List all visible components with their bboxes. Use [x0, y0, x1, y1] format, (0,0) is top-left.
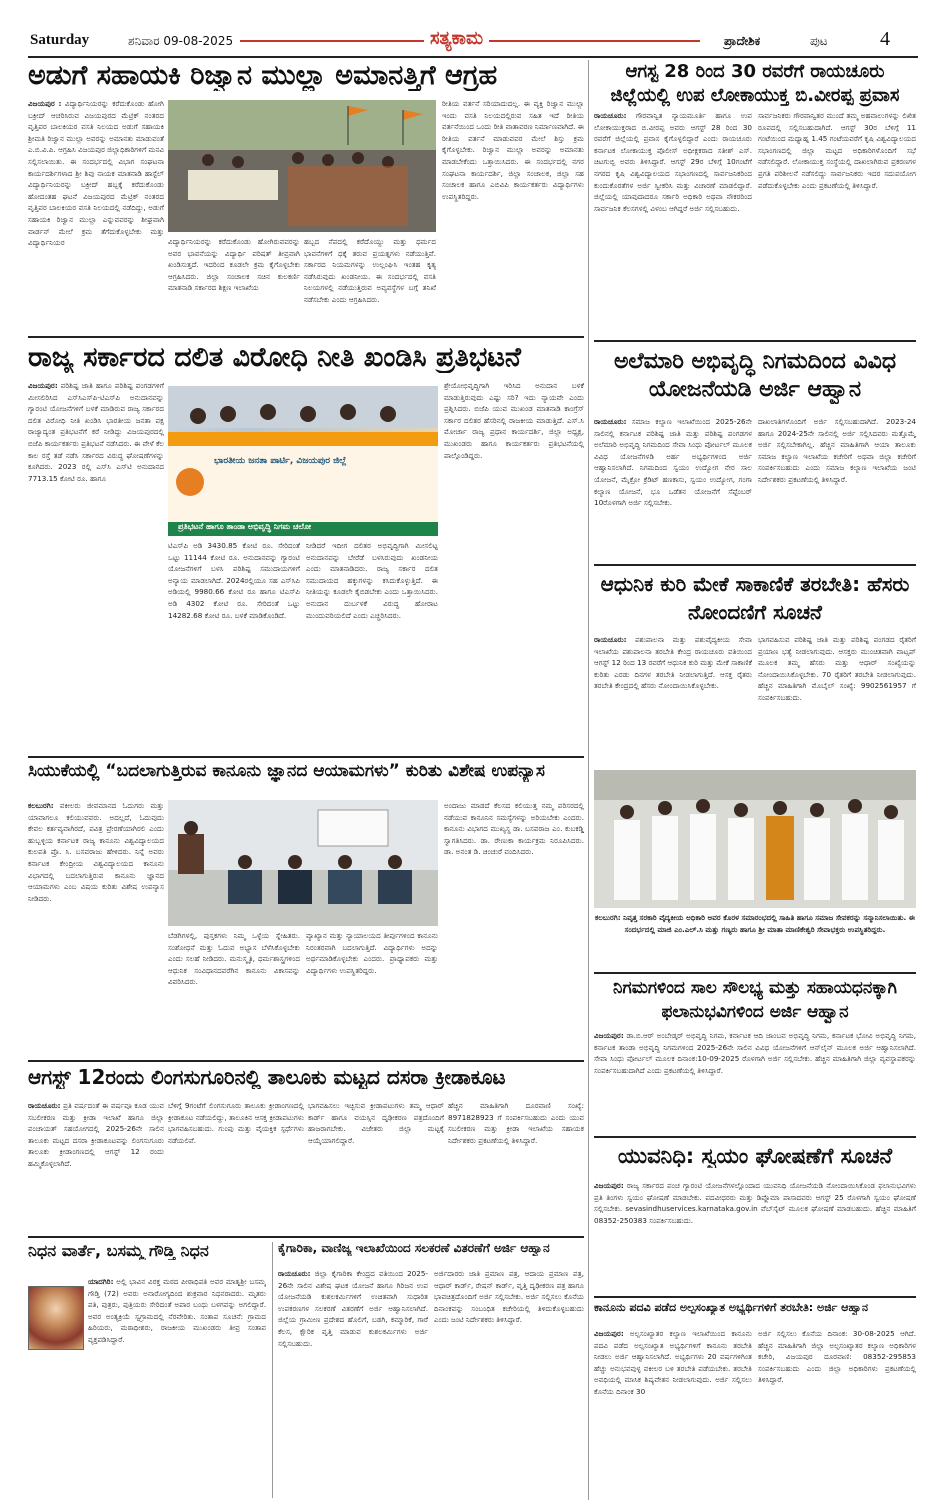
- protest-banner-photo: [168, 386, 438, 536]
- seminar-photo: [168, 800, 438, 926]
- article-headline: ಸಿಯುಕೆಯಲ್ಲಿ “ಬದಲಾಗುತ್ತಿರುವ ಕಾನೂನು ಜ್ಞಾನದ ಆಯಾಮಗಳು” ಕುರಿತು ವಿಶೇಷ ಉಪನ್ಯಾಸ: [28, 762, 545, 781]
- article-text: ಹೆಚ್ಚಿನ ಮಾಹಿತಿಗಾಗಿ ದೂರವಾಣಿ ಸಂಖ್ಯೆ: 8971828923 ಗೆ ಸಂಪರ್ಕಿಸಬಹುದು ಎಂದು ಯುವ ಸಬಲೀಕರಣ ಮತ್ತು ಕ್ರೀಡಾ ಇಲಾಖೆಯ ಸಹಾಯಕ ನಿರ್ದೇಶಕರು ಪ್ರಕಟಣೆಯಲ್ಲಿ ತಿಳಿಸಿದ್ದಾರೆ.: [448, 1101, 584, 1145]
- article-text: ಪ್ರತಿ ವರ್ಷದಂತೆ ಈ ವರ್ಷವೂ ಕೂಡ ಯುವ ಸಬಲೀಕರಣ ಮತ್ತು ಕ್ರೀಡಾ ಇಲಾಖೆ ಹಾಗೂ ಜಿಲ್ಲಾ ಪಂಚಾಯತ್ ಸಹಯೋಗದಲ್ಲಿ 2025-26ನೇ ಸಾಲಿನ ತಾಲೂಕು ಮಟ್ಟದ ದಸರಾ ಕ್ರೀಡಾಕೂಟವನ್ನು ಲಿಂಗಸುಗೂರು ತಾಲೂಕು ಕ್ರೀಡಾಂಗಣದಲ್ಲಿ ಆಗಸ್ಟ್ 12 ರಂದು ಹಮ್ಮಿಕೊಳ್ಳಲಾಗಿದೆ.: [28, 1101, 164, 1168]
- photo-caption: [594, 912, 916, 968]
- dateline: ಯಾದಗಿರಿ:: [88, 1277, 114, 1286]
- article-text: ಹಬ್ಬದ ನೆಪದಲ್ಲಿ ಕರೆದೊಯ್ದು ಮತ್ತು ಧರ್ಮದ ಭಾವನೆಗಳಿಗೆ ಧಕ್ಕೆ ತರುವ ಪ್ರಯತ್ನಗಳು ನಡೆಯುತ್ತಿವೆ. ಸರ್ಕಾರದ ನಿಯಮಗಳನ್ನು ಉಲ್ಲಂಘಿಸಿ ಇಂತಹ ಕೃತ್ಯ ನಡೆಸಿರುವುದು ಖಂಡನೀಯ. ಈ ಸಂದರ್ಭದಲ್ಲಿ ವಸತಿ ನಿಲಯಗಳಲ್ಲಿ ನಡೆಯುತ್ತಿರುವ ಅವ್ಯವಸ್ಥೆಗಳ ಬಗ್ಗೆ ತನಿಖೆ ನಡೆಸಬೇಕು ಎಂದು ಆಗ್ರಹಿಸಿದರು.: [304, 237, 436, 304]
- column-divider: [588, 60, 589, 1500]
- article-text: ದಾಖಲಾತಿಗಳೊಂದಿಗೆ ಅರ್ಜಿ ಸಲ್ಲಿಸಬಹುದಾಗಿದೆ. 2023-24 ಹಾಗೂ 2024-25ನೇ ಸಾಲಿನಲ್ಲಿ ಅರ್ಜಿ ಸಲ್ಲಿಸಿದವರು ಮತ್ತೊಮ್ಮೆ ಅರ್ಜಿ ಸಲ್ಲಿಸಬೇಕಾಗಿಲ್ಲ. ಹೆಚ್ಚಿನ ಮಾಹಿತಿಗಾಗಿ ಆಯಾ ತಾಲೂಕು ಸಮಾಜ ಕಲ್ಯಾಣ ಇಲಾಖೆಯ ಕಚೇರಿಗೆ ಅಥವಾ ಜಿಲ್ಲಾ ಕಚೇರಿಗೆ ಸಂಪರ್ಕಿಸಬಹುದು ಎಂದು ಸಮಾಜ ಕಲ್ಯಾಣ ಇಲಾಖೆಯ ಜಂಟಿ ನಿರ್ದೇಶಕರು ಪ್ರಕಟಣೆಯಲ್ಲಿ ತಿಳಿಸಿದ್ದಾರೆ.: [758, 417, 916, 484]
- dateline: ವಿಜಯಪುರ:: [594, 1181, 624, 1190]
- article-body: [594, 110, 752, 332]
- article-headline: ಕಾನೂನು ಪದವಿ ಪಡೆದ ಅಲ್ಪಸಂಖ್ಯಾತ ಅಭ್ಯರ್ಥಿಗಳಿಗೆ ತರಬೇತಿ: ಅರ್ಜಿ ಆಹ್ವಾನ: [594, 1302, 869, 1314]
- article-text: ಟಿಎಸ್‌ಪಿ ಅಡಿ 3430.85 ಕೋಟಿ ರೂ. ಸೇರಿದಂತೆ ಒಟ್ಟು 11144 ಕೋಟಿ ರೂ. ಅನುದಾನವನ್ನು ಗ್ಯಾರಂಟಿ ಯೋಜನೆಗಳಿಗೆ ಬಳಸಿ ಪರಿಶಿಷ್ಟ ಸಮುದಾಯಗಳಿಗೆ ಅನ್ಯಾಯ ಮಾಡಲಾಗಿದೆ. 2024ರಲ್ಲಿಯೂ ಸಹ ಎಸ್‌ಸಿಪಿ ಅಡಿಯಲ್ಲಿ 9980.66 ಕೋಟಿ ರೂ ಹಾಗೂ ಟಿಎಸ್‌ಪಿ ಅಡಿ 4302 ಕೋಟಿ ರೂ. ಸೇರಿದಂತೆ ಒಟ್ಟು 14282.68 ಕೋಟಿ ರೂ. ಬಳಕೆ ಮಾಡಿಕೊಂಡಿದೆ.: [168, 541, 300, 620]
- article-headline: ಅಲೆಮಾರಿ ಅಭಿವೃದ್ಧಿ ನಿಗಮದಿಂದ ವಿವಿಧ ಯೋಜನೆಯಡಿ ಅರ್ಜಿ ಆಹ್ವಾನ: [613, 349, 897, 402]
- divider: [594, 564, 916, 566]
- article-text: ಅಲ್ಪಸಂಖ್ಯಾತರ ಕಲ್ಯಾಣ ಇಲಾಖೆಯಿಂದ ಕಾನೂನು ಪದವಿ ಪಡೆದ ಅಲ್ಪಸಂಖ್ಯಾತ ಅಭ್ಯರ್ಥಿಗಳಿಗೆ ಕಾನೂನು ತರಬೇತಿ ನೀಡಲು ಅರ್ಜಿ ಆಹ್ವಾನಿಸಲಾಗಿದೆ. ಅಭ್ಯರ್ಥಿಗಳು 20 ವರ್ಷಗಳಿಗಿಂತ ಹೆಚ್ಚು ಅನುಭವವುಳ್ಳ ವಕೀಲರ ಬಳಿ ತರಬೇತಿ ಪಡೆಯಬೇಕು. ತರಬೇತಿ ಅವಧಿಯಲ್ಲಿ ಮಾಸಿಕ ಶಿಷ್ಯವೇತನ ನೀಡಲಾಗುವುದು. ಅರ್ಜಿ ಸಲ್ಲಿಸಲು ಕೊನೆಯ ದಿನಾಂಕ 30: [594, 1329, 752, 1396]
- dateline: ರಾಯಚೂರು:: [594, 417, 627, 426]
- article-headline: ರಾಜ್ಯ ಸರ್ಕಾರದ ದಲಿತ ವಿರೋಧಿ ನೀತಿ ಖಂಡಿಸಿ ಪ್ರತಿಭಟನೆ: [28, 342, 522, 373]
- article-text: ಸಮಾಜ ಕಲ್ಯಾಣ ಇಲಾಖೆಯಿಂದ 2025-26ನೇ ಸಾಲಿನಲ್ಲಿ ಕರ್ನಾಟಕ ಪರಿಶಿಷ್ಟ ಜಾತಿ ಮತ್ತು ಪರಿಶಿಷ್ಟ ಪಂಗಡಗಳ ಅಲೆಮಾರಿ ಅಭಿವೃದ್ಧಿ ನಿಗಮದಿಂದ ಸೇವಾ ಸಿಂಧು ಪೋರ್ಟಲ್ ಮೂಲಕ ವಿವಿಧ ಯೋಜನೆಗಳಡಿ ಅರ್ಹ ಅಭ್ಯರ್ಥಿಗಳಿಂದ ಅರ್ಜಿ ಆಹ್ವಾನಿಸಲಾಗಿದೆ. ನಿಗಮದಿಂದ ಸ್ವಯಂ ಉದ್ಯೋಗ ನೇರ ಸಾಲ ಯೋಜನೆ, ಮೈಕ್ರೋ ಕ್ರೆಡಿಟ್ ಹಣಕಾಸು, ಸ್ವಯಂ ಉದ್ಯೋಗ, ಗಂಗಾ ಕಲ್ಯಾಣ ಯೋಜನೆ, ಭೂ ಒಡೆತನ ಯೋಜನೆಗೆ ಸೆಪ್ಟೆಂಬರ್ 10ರೊಳಗಾಗಿ ಅರ್ಜಿ ಸಲ್ಲಿಸಬೇಕು.: [594, 417, 752, 508]
- banner-subtitle: ಪ್ರತಿಭಟನೆ ಹಾಗೂ ತಾಂಡಾ ಅಭಿವೃದ್ಧಿ ನಿಗಮ ಚಲೋ: [178, 522, 312, 531]
- obituary-photo: [28, 1286, 84, 1350]
- article-text: ಭಾಗವಹಿಸುವ ಪರಿಶಿಷ್ಟ ಜಾತಿ ಮತ್ತು ಪರಿಶಿಷ್ಟ ಪಂಗಡದ ರೈತರಿಗೆ ಪ್ರಯಾಣ ಭತ್ಯೆ ನೀಡಲಾಗುವುದು. ಆಸಕ್ತರು ಮುಂಚಿತವಾಗಿ ವಾಟ್ಸಪ್ ಮೂಲಕ ತಮ್ಮ ಹೆಸರು ಮತ್ತು ಆಧಾರ್ ಸಂಖ್ಯೆಯನ್ನು ನೋಂದಾಯಿಸಿಕೊಳ್ಳಬೇಕು. 70 ರೈತರಿಗೆ ತರಬೇತಿ ನೀಡಲಾಗುವುದು. ಹೆಚ್ಚಿನ ಮಾಹಿತಿಗಾಗಿ ಮೊಬೈಲ್ ಸಂಖ್ಯೆ: 9902561957 ಗೆ ಸಂಪರ್ಕಿಸಬಹುದು.: [758, 635, 916, 702]
- page-number: 4: [880, 28, 890, 50]
- article-headline: ಕೈಗಾರಿಕಾ, ವಾಣಿಜ್ಯ ಇಲಾಖೆಯಿಂದ ಸಲಕರಣೆ ವಿತರಣೆಗೆ ಅರ್ಜಿ ಆಹ್ವಾನ: [278, 1242, 550, 1255]
- dateline: ಕಲಬುರಗಿ:: [594, 913, 621, 922]
- article-body: [594, 416, 752, 556]
- article-text: ನೀಡಿದರೆ ಇದೀಗ ದಲಿತರ ಅಭಿವೃದ್ಧಿಗಾಗಿ ಮೀಸಲಿಟ್ಟ ಅನುದಾನವನ್ನು ಬೇರೆಡೆ ಬಳಸಿರುವುದು ಖಂಡನೀಯ ಎಂದು ಮಾತನಾಡಿದರು. ರಾಜ್ಯ ಸರ್ಕಾರ ದಲಿತ ಸಮುದಾಯದ ಹಕ್ಕುಗಳನ್ನು ಕಸಿದುಕೊಳ್ಳುತ್ತಿದೆ. ಈ ನೀತಿಯನ್ನು ಕೂಡಲೇ ಕೈಬಿಡಬೇಕು ಎಂದು ಒತ್ತಾಯಿಸಿದರು. ಅನುದಾನ ದುರ್ಬಳಕೆ ವಿರುದ್ಧ ಹೋರಾಟ ಮುಂದುವರಿಯಲಿದೆ ಎಂದು ಎಚ್ಚರಿಸಿದರು.: [306, 541, 438, 620]
- article-text: ಅರ್ಜಿ ಸಲ್ಲಿಸಲು ಕೊನೆಯ ದಿನಾಂಕ: 30-08-2025 ಆಗಿದೆ. ಹೆಚ್ಚಿನ ಮಾಹಿತಿಗಾಗಿ ಜಿಲ್ಲಾ ಅಲ್ಪಸಂಖ್ಯಾತರ ಕಲ್ಯಾಣ ಅಧಿಕಾರಿಗಳ ಕಚೇರಿ, ವಿಜಯಪುರ ದೂರವಾಣಿ: 08352-295853 ಸಂಪರ್ಕಿಸಬಹುದು ಎಂದು ಜಿಲ್ಲಾ ಅಧಿಕಾರಿಗಳು ಪ್ರಕಟಣೆಯಲ್ಲಿ ತಿಳಿಸಿದ್ದಾರೆ.: [758, 1329, 916, 1385]
- article-headline: ನಿಗಮಗಳಿಂದ ಸಾಲ ಸೌಲಭ್ಯ ಮತ್ತು ಸಹಾಯಧನಕ್ಕಾಗಿ ಫಲಾನುಭವಿಗಳಿಂದ ಅರ್ಜಿ ಆಹ್ವಾನ: [613, 978, 897, 1022]
- divider: [594, 1136, 916, 1138]
- article-body: [594, 634, 752, 754]
- masthead: [0, 0, 945, 56]
- article-body: [28, 380, 164, 730]
- article-text: ವಕೀಲರು ಜೀವಮಾನದ ಓದುಗರು ಮತ್ತು ಯಾವಾಗಲೂ ಕಲಿಯುವವರು. ಅದಲ್ಲದೆ, ಓದುವುದು ಕೇವಲ ಕರ್ತವ್ಯವಾಗಿರದೆ, ಪವಿತ್ರ ಪ್ರೇರಣೆಯಾಗಿರಲಿ ಎಂದು ಹುಬ್ಬಳ್ಳಿಯ ಕರ್ನಾಟಕ ರಾಜ್ಯ ಕಾನೂನು ವಿಶ್ವವಿದ್ಯಾಲಯದ ಕುಲಪತಿ ಪ್ರೊ. ಸಿ. ಬಸವರಾಜು ಹೇಳಿದರು. ನಿನ್ನೆ ಅವರು ಕರ್ನಾಟಕ ಕೇಂದ್ರೀಯ ವಿಶ್ವವಿದ್ಯಾಲಯದ ಕಾನೂನು ವಿಭಾಗದಲ್ಲಿ ಬದಲಾಗುತ್ತಿರುವ ಕಾನೂನು ಜ್ಞಾನದ ಆಯಾಮಗಳು ಎಂಬ ವಿಷಯ ಕುರಿತು ವಿಶೇಷ ಉಪನ್ಯಾಸ ನೀಡಿದರು.: [28, 801, 164, 903]
- column-divider: [272, 1242, 273, 1498]
- article-headline: ಆಗಸ್ಟ್ 12ರಂದು ಲಿಂಗಸುಗೂರಿನಲ್ಲಿ ತಾಲೂಕು ಮಟ್ಟದ ದಸರಾ ಕ್ರೀಡಾಕೂಟ: [28, 1066, 506, 1089]
- newspaper-logo: ಸತ್ಯಕಾಮ: [424, 28, 489, 49]
- article-body: [28, 98, 164, 330]
- article-text: ಅಂದಾಜು ಮಾಡದೆ ಕೆಲಸದ ಕಲಿಯುತ್ತ ನಮ್ಮ ಪರಿಸರದಲ್ಲಿ ನಡೆಯುವ ಕಾನೂನಿನ ಸಮಸ್ಯೆಗಳನ್ನು ಅರಿಯಬೇಕು ಎಂದರು. ಕಾನೂನು ವಿಭಾಗದ ಮುಖ್ಯಸ್ಥ ಡಾ. ಬಸವರಾಜ ಎಂ. ಕುಬಕಡ್ಡಿ ಸ್ವಾಗತಿಸಿದರು. ಡಾ. ರೇಣುಕಾ ಕಾರ್ಯಕ್ರಮ ನಿರೂಪಿಸಿದರು. ಡಾ. ಅನಂತ ಡಿ. ಚಿಂಚುರೆ ವಂದಿಸಿದರು.: [444, 801, 584, 857]
- article-body: [28, 1100, 164, 1230]
- divider: [28, 1236, 584, 1238]
- article-text: ಭಾಗವಹಿಸಲು ಇಚ್ಛಿಸುವ ಕ್ರೀಡಾಪಟುಗಳು ತಮ್ಮ ಆಧಾರ್ ಕಾರ್ಡ್ ಹಾಗೂ ವಯಸ್ಸಿನ ದೃಢೀಕರಣ ಪತ್ರದೊಂದಿಗೆ ಹಾಜರಾಗಬೇಕು. ವಿಜೇತರು ಜಿಲ್ಲಾ ಮಟ್ಟಕ್ಕೆ ಆಯ್ಕೆಯಾಗಲಿದ್ದಾರೆ.: [308, 1101, 444, 1145]
- article-text: ಅರ್ಜಿದಾರರು ಜಾತಿ ಪ್ರಮಾಣ ಪತ್ರ, ಆದಾಯ ಪ್ರಮಾಣ ಪತ್ರ, ಆಧಾರ್ ಕಾರ್ಡ್, ರೇಷನ್ ಕಾರ್ಡ್, ವೃತ್ತಿ ದೃಢೀಕರಣ ಪತ್ರ ಹಾಗೂ ಭಾವಚಿತ್ರದೊಂದಿಗೆ ಅರ್ಜಿ ಸಲ್ಲಿಸಬೇಕು. ಅರ್ಜಿ ಸಲ್ಲಿಸಲು ಕೊನೆಯ ದಿನಾಂಕವನ್ನು ಸಂಬಂಧಿತ ಕಚೇರಿಯಲ್ಲಿ ತಿಳಿದುಕೊಳ್ಳಬಹುದು ಎಂದು ಜಂಟಿ ನಿರ್ದೇಶಕರು ತಿಳಿಸಿದ್ದಾರೆ.: [434, 1269, 584, 1325]
- article-body: [88, 1276, 266, 1496]
- dateline: ವಿಜಯಪುರ:: [28, 381, 58, 390]
- section-name: ಪ್ರಾದೇಶಿಕ: [724, 34, 761, 48]
- masthead-date: ಶನಿವಾರ 09-08-2025: [128, 34, 234, 48]
- felicitation-illustration: [594, 770, 916, 908]
- article-text: ಗೌರವಾನ್ವಿತ ನ್ಯಾಯಮೂರ್ತಿ ಹಾಗೂ ಉಪ ಲೋಕಾಯುಕ್ತರಾದ ಬಿ.ವೀರಪ್ಪ ಅವರು ಆಗಸ್ಟ್ 28 ರಿಂದ 30 ರವರೆಗೆ ಜಿಲ್ಲೆಯಲ್ಲಿ ಪ್ರವಾಸ ಕೈಗೊಳ್ಳಲಿದ್ದಾರೆ ಎಂದು ರಾಯಚೂರು ಕರ್ನಾಟಕ ಲೋಕಾಯುಕ್ತ ಪೊಲೀಸ್ ಅಧೀಕ್ಷಕರಾದ ಸತೀಶ್ ಎಸ್. ಚಿಟಗುಬ್ಬಿ ಅವರು ತಿಳಿಸಿದ್ದಾರೆ. ಆಗಸ್ಟ್ 29ರ ಬೆಳಿಗ್ಗೆ 10ಗಂಟೆಗೆ ನಗರದ ಕೃಷಿ ವಿಶ್ವವಿದ್ಯಾಲಯದ ಸಭಾಂಗಣದಲ್ಲಿ ಸಾರ್ವಜನಿಕರಿಂದ ಕುಂದುಕೊರತೆಗಳ ಅರ್ಜಿ ಸ್ವೀಕರಿಸಿ ಮತ್ತು ವಿಚಾರಣೆ ಮಾಡಲಿದ್ದಾರೆ. ಜಿಲ್ಲೆಯಲ್ಲಿ ಯಾವುದಾದರೂ ಸರ್ಕಾರಿ ಅಧಿಕಾರಿ ಅಥವಾ ನೌಕರರಿಂದ ಸಾರ್ವಜನಿಕ ಕೆಲಸಗಳಲ್ಲಿ ವಿಳಂಬ ಆಗಿದ್ದರೆ ಅರ್ಜಿ ಸಲ್ಲಿಸಬಹುದು.: [594, 111, 752, 213]
- crowd-illustration: [168, 100, 436, 232]
- page-label: ಪುಟ: [810, 34, 828, 48]
- article-headline: ಯುವನಿಧಿ: ಸ್ವಯಂ ಘೋಷಣೆಗೆ ಸೂಚನೆ: [617, 1144, 893, 1168]
- seminar-illustration: [168, 800, 438, 926]
- article-text: ಪರಿಶಿಷ್ಟ ಜಾತಿ ಹಾಗೂ ಪರಿಶಿಷ್ಟ ಪಂಗಡಗಳಿಗೆ ಮೀಸಲಿರಿಸಿದ ಎಸ್‌ಸಿಎಸ್‌ಪಿ-ಟಿಎಸ್‌ಪಿ ಅನುದಾನವನ್ನು ಗ್ಯಾರಂಟಿ ಯೋಜನೆಗಳಿಗೆ ಬಳಕೆ ಮಾಡಿರುವ ರಾಜ್ಯ ಸರ್ಕಾರದ ದಲಿತ ವಿರೋಧಿ ನೀತಿ ಖಂಡಿಸಿ ಭಾರತೀಯ ಜನತಾ ಪಕ್ಷ ರಾಜ್ಯಾದ್ಯಂತ ಪ್ರತಿಭಟನೆಗೆ ಕರೆ ನೀಡಿದ್ದು ವಿಜಯಪುರದಲ್ಲಿ ಬಿಜೆಪಿ ಕಾರ್ಯಕರ್ತರು ಪ್ರತಿಭಟನೆ ನಡೆಸಿದರು. ಈ ವೇಳೆ ಕೆಲ ಕಾಲ ರಸ್ತೆ ತಡೆ ನಡೆಸಿ ಸರ್ಕಾರದ ವಿರುದ್ಧ ಘೋಷಣೆಗಳನ್ನು ಕೂಗಿದರು. 2023 ರಲ್ಲಿ ಎಸ್‌ಸಿ ಎಸ್‌ಟಿ ಅನುದಾನದ 7713.15 ಕೋಟಿ ರೂ. ಹಾಗೂ: [28, 381, 164, 483]
- divider: [594, 340, 916, 342]
- banner-title: ಭಾರತೀಯ ಜನತಾ ಪಾರ್ಟಿ, ವಿಜಯಪುರ ಜಿಲ್ಲೆ: [214, 456, 347, 466]
- caption-text: ನಿವೃತ್ತ ಸರಕಾರಿ ವೈದ್ಯಕೀಯ ಅಧಿಕಾರಿ ಅವರ ಕೊರಳ ಸಮಾರಂಭದಲ್ಲಿ ಸಾಹಿತಿ ಹಾಗೂ ಸಮಾಜ ಸೇವಕರನ್ನು ಸನ್ಮಾನಿಸಲಾಯಿತು. ಈ ಸಂದರ್ಭದಲ್ಲಿ ಮಾಜಿ ಎಂ.ಎಲ್.ಸಿ ಮತ್ತು ಗಣ್ಯರು ಹಾಗೂ ಶ್ರೀ ಮಾತಾ ಮಾಣಿಕೇಶ್ವರಿ ಸೇವಾಭಕ್ತರು ಉಪಸ್ಥಿತರಿದ್ದರು.: [623, 913, 916, 934]
- article-text: ವಿದ್ಯಾರ್ಥಿನಿಯರನ್ನು ಕರೆದುಕೊಂಡು ಹೋಗಿ ಬಕ್ರೀದ್ ಆಚರಿಸಿರುವ ವಿಜಯಪುರದ ಮೆಟ್ರಿಕ್ ನಂತರದ ವೃತ್ತಿಪರ ಬಾಲಕಿಯರ ವಸತಿ ನಿಲಯದ ಅಡುಗೆ ಸಹಾಯಕಿ ಶ್ರೀಮತಿ ರಿಜ್ವಾನ ಮುಲ್ಲಾ ಅವರನ್ನು ಅಮಾನತು ಮಾಡುವಂತೆ ಎ.ಬಿ.ವಿ.ಪಿ. ಆಗ್ರಹಿಸಿ ವಿಜಯಪುರ ಜಿಲ್ಲಾಧಿಕಾರಿಗಳಿಗೆ ಮನವಿ ಸಲ್ಲಿಸಲಾಯಿತು. ಈ ಸಂದರ್ಭದಲ್ಲಿ ವಿಭಾಗ ಸಂಘಟನಾ ಕಾರ್ಯದರ್ಶಿಗಳಾದ ಶ್ರೀ ಶಿವು ನಾಯಕ ಮಾತನಾಡಿ ಹಾಸ್ಟೆಲ್ ವಿದ್ಯಾರ್ಥಿನಿಯರನ್ನು ಬಕ್ರೀದ್ ಹಬ್ಬಕ್ಕೆ ಕರೆದುಕೊಂಡು ಹೋದಂತಹ ಘಟನೆ ವಿಜಯಪುರದ ಮೆಟ್ರಿಕ್ ನಂತರದ ವೃತ್ತಿಪರ ಬಾಲಕಿಯರ ವಸತಿ ನಿಲಯದಲ್ಲಿ ನಡೆದಿದ್ದು, ಅಡುಗೆ ಸಹಾಯಕಿ ರಿಜ್ವಾನ ಮುಲ್ಲಾ ಎನ್ನುವವರನ್ನು ಶೀಘ್ರವಾಗಿ ವಾರ್ಡನ್ ಮೇಲೆ ಕ್ರಮ ತೆಗೆದುಕೊಳ್ಳಬೇಕು ಮತ್ತು ವಿದ್ಯಾರ್ಥಿನಿಯರ: [28, 99, 164, 248]
- article-body: [594, 1180, 916, 1290]
- top-rule: [28, 56, 918, 58]
- dateline: ವಿಜಯಪುರ :: [28, 99, 62, 108]
- felicitation-photo: [594, 770, 916, 908]
- masthead-day: Saturday: [30, 32, 90, 48]
- article-body: [594, 1328, 752, 1498]
- article-text: ಅಲ್ಲಿ ಭಾವಿನ ವಿರಕ್ತ ಮಠದ ಪೀಠಾಧಿಪತಿ ಅವರ ಮಾತೃಶ್ರೀ ಬಸಮ್ಮ ಗೌಡ್ತಿ (72) ಅವರು ಅನಾರೋಗ್ಯದಿಂದ ಶುಕ್ರವಾರ ನಿಧನರಾದರು. ಮೃತರು ಪತಿ, ಪುತ್ರರು, ಪುತ್ರಿಯರು ಸೇರಿದಂತೆ ಅಪಾರ ಬಂಧು ಬಳಗವನ್ನು ಅಗಲಿದ್ದಾರೆ. ಅವರ ಅಂತ್ಯಕ್ರಿಯೆ ಸ್ವಗ್ರಾಮದಲ್ಲಿ ನೆರವೇರಿತು. ಸಂತಾಪ ಸೂಚನೆ: ಗ್ರಾಮದ ಹಿರಿಯರು, ಮಠಾಧೀಶರು, ರಾಜಕೀಯ ಮುಖಂಡರು ತೀವ್ರ ಸಂತಾಪ ವ್ಯಕ್ತಪಡಿಸಿದ್ದಾರೆ.: [88, 1277, 266, 1344]
- dateline: ವಿಜಯಪುರ:: [594, 1031, 624, 1040]
- article-text: ಬೆಳಿಗ್ಗೆ 9ಗಂಟೆಗೆ ಲಿಂಗಸುಗೂರು ತಾಲೂಕು ಕ್ರೀಡಾಂಗಣದಲ್ಲಿ ಕ್ರೀಡಾಕೂಟ ನಡೆಯಲಿದ್ದು, ತಾಲೂಕಿನ ಆಸಕ್ತ ಕ್ರೀಡಾಪಟುಗಳು ಭಾಗವಹಿಸಬಹುದು. ಗುಂಪು ಮತ್ತು ವೈಯಕ್ತಿಕ ಸ್ಪರ್ಧೆಗಳು ನಡೆಯಲಿವೆ.: [168, 1101, 304, 1145]
- article-body: [28, 800, 164, 1054]
- dateline: ಕಲಬುರಗಿ:: [28, 801, 54, 810]
- article-text: ಡಾ.ಬಿ.ಆರ್ ಅಂಬೇಡ್ಕರ್ ಅಭಿವೃದ್ಧಿ ನಿಗಮ, ಕರ್ನಾಟಕ ಆದಿ ಜಾಂಬವ ಅಭಿವೃದ್ಧಿ ನಿಗಮ, ಕರ್ನಾಟಕ ಭೋವಿ ಅಭಿವೃದ್ಧಿ ನಿಗಮ, ಕರ್ನಾಟಕ ತಾಂಡಾ ಅಭಿವೃದ್ಧಿ ನಿಗಮಗಳಿಂದ 2025-26ನೇ ಸಾಲಿನ ವಿವಿಧ ಯೋಜನೆಗಳಿಗೆ ಆನ್‌ಲೈನ್ ಮೂಲಕ ಅರ್ಜಿ ಆಹ್ವಾನಿಸಲಾಗಿದೆ. ಸೇವಾ ಸಿಂಧು ಪೋರ್ಟಲ್ ಮೂಲಕ ದಿನಾಂಕ:10-09-2025 ರೊಳಗಾಗಿ ಅರ್ಜಿ ಸಲ್ಲಿಸಬೇಕು. ಹೆಚ್ಚಿನ ಮಾಹಿತಿಗಾಗಿ ಜಿಲ್ಲಾ ವ್ಯವಸ್ಥಾಪಕರನ್ನು ಸಂಪರ್ಕಿಸಬಹುದಾಗಿದೆ ಎಂದು ಪ್ರಕಟಣೆಯಲ್ಲಿ ತಿಳಿಸಿದ್ದಾರೆ.: [594, 1031, 916, 1075]
- article-text: ರೀತಿಯ ವರ್ತನೆ ಸರಿಯಾದುದಲ್ಲ. ಈ ವ್ಯಕ್ತಿ ರಿಜ್ವಾನ ಮುಲ್ಲಾ ಇಂದು ವಸತಿ ನಿಲಯದಲ್ಲಿರುವ ಸಹಿತ ಇದೆ ರೀತಿಯ ವರ್ತನೆಯಿಂದ ಒಂದು ರೀತಿ ವಾತಾವರಣ ನಿರ್ಮಾಣವಾಗಿದೆ. ಈ ರೀತಿಯ ವರ್ತನೆ ಮಾಡುವವರ ಮೇಲೆ ಶಿಸ್ತು ಕ್ರಮ ಕೈಗೊಳ್ಳಬೇಕು. ರಿಜ್ವಾನ ಮುಲ್ಲಾ ಅವರನ್ನು ಅಮಾನತು ಮಾಡಬೇಕೆಂದು ಒತ್ತಾಯಿಸಿದರು. ಈ ಸಂದರ್ಭದಲ್ಲಿ ನಗರ ಸಂಘಟನಾ ಕಾರ್ಯದರ್ಶಿ, ಜಿಲ್ಲಾ ಸಂಚಾಲಕ, ಜಿಲ್ಲಾ ಸಹ ಸಂಚಾಲಕ ಹಾಗೂ ಎಬಿವಿಪಿ ಕಾರ್ಯಕರ್ತರು ವಿದ್ಯಾರ್ಥಿಗಳು ಉಪಸ್ಥಿತರಿದ್ದರು.: [442, 99, 584, 201]
- divider: [594, 972, 916, 974]
- dateline: ರಾಯಚೂರು:: [594, 111, 627, 120]
- article-headline: ಆಧುನಿಕ ಕುರಿ ಮೇಕೆ ಸಾಕಾಣಿಕೆ ತರಬೇತಿ: ಹೆಸರು ನೋಂದಣಿಗೆ ಸೂಚನೆ: [600, 572, 910, 624]
- article-body: [278, 1268, 428, 1496]
- photo-caption: ವಿದ್ಯಾರ್ಥಿನಿಯರನ್ನು ಕರೆದುಕೊಂಡು ಹೋಗಿರುವವರನ್ನು ಅವರ ಭಾವನೆಯನ್ನು ವಿದ್ಯಾರ್ಥಿ ಪರಿಷತ್ ತೀವ್ರವಾಗಿ ಖಂಡಿಸುತ್ತದೆ. ಇದರಿಂದ ಕೂಡಲೇ ಕ್ರಮ ಕೈಗೊಳ್ಳಬೇಕು ಆಗ್ರಹಿಸಿದರು. ಜಿಲ್ಲಾ ಸಂಚಾಲಕ ಸಚಿನ ಕುಲಕರ್ಣಿ ಮಾತನಾಡಿ ಸರ್ಕಾರದ ಶಿಕ್ಷಣ ಇಲಾಖೆಯ: [168, 237, 300, 293]
- protest-photo: [168, 100, 436, 232]
- divider: [28, 336, 584, 338]
- dateline: ವಿಜಯಪುರ:: [594, 1329, 624, 1338]
- article-headline: ಅಡುಗೆ ಸಹಾಯಕಿ ರಿಜ್ವಾನ ಮುಲ್ಲಾ ಅಮಾನತ್ತಿಗೆ ಆಗ್ರಹ: [28, 60, 498, 91]
- article-text: ಜಿಲ್ಲಾ ಕೈಗಾರಿಕಾ ಕೇಂದ್ರದ ವತಿಯಿಂದ 2025-26ನೇ ಸಾಲಿನ ವಿಶೇಷ ಘಟಕ ಯೋಜನೆ ಹಾಗೂ ಗಿರಿಜನ ಉಪ ಯೋಜನೆಯಡಿ ಕುಶಲಕರ್ಮಿಗಳಿಗೆ ಉಚಿತವಾಗಿ ಸುಧಾರಿತ ಉಪಕರಣಗಳ ಸಲಕರಣೆ ವಿತರಣೆಗೆ ಅರ್ಜಿ ಆಹ್ವಾನಿಸಲಾಗಿದೆ. ಜಿಲ್ಲೆಯ ಗ್ರಾಮೀಣ ಪ್ರದೇಶದ ಹೊಲಿಗೆ, ಬಡಗಿ, ಕಮ್ಮಾರಿಕೆ, ಗಾರೆ ಕೆಲಸ, ಕ್ಷೌರಿಕ ವೃತ್ತಿ ಮಾಡುವ ಕುಶಲಕರ್ಮಿಗಳು ಅರ್ಜಿ ಸಲ್ಲಿಸಬಹುದು.: [278, 1269, 428, 1348]
- article-text: ಸಾರ್ವಜನಿಕರು ಗೌರವಾನ್ವಿತರ ಮುಂದೆ ತಮ್ಮ ಅಹವಾಲುಗಳನ್ನು ಲಿಖಿತ ರೂಪದಲ್ಲಿ ಸಲ್ಲಿಸಬಹುದಾಗಿದೆ. ಆಗಸ್ಟ್ 30ರ ಬೆಳಿಗ್ಗೆ 11 ಗಂಟೆಯಿಂದ ಮಧ್ಯಾಹ್ನ 1.45 ಗಂಟೆಯವರೆಗೆ ಕೃಷಿ ವಿಶ್ವವಿದ್ಯಾಲಯದ ಸಭಾಂಗಣದಲ್ಲಿ ಜಿಲ್ಲಾ ಮಟ್ಟದ ಅಧಿಕಾರಿಗಳೊಂದಿಗೆ ಸಭೆ ನಡೆಸಲಿದ್ದಾರೆ. ಲೋಕಾಯುಕ್ತ ಸಂಸ್ಥೆಯಲ್ಲಿ ದಾಖಲಾಗಿರುವ ಪ್ರಕರಣಗಳ ಪ್ರಗತಿ ಪರಿಶೀಲನೆ ನಡೆಸಲಿದ್ದು ಸಾರ್ವಜನಿಕರು ಇದರ ಸದುಪಯೋಗ ಪಡೆದುಕೊಳ್ಳಬೇಕು ಎಂದು ಪ್ರಕಟಣೆಯಲ್ಲಿ ತಿಳಿಸಿದ್ದಾರೆ.: [758, 111, 916, 190]
- dateline: ರಾಯಚೂರು:: [278, 1269, 311, 1278]
- dateline: ರಾಯಚೂರು:: [28, 1101, 61, 1110]
- article-headline: ನಿಧನ ವಾರ್ತೆ, ಬಸಮ್ಮ ಗೌಡ್ತಿ ನಿಧನ: [28, 1242, 209, 1260]
- article-text: ರಾಜ್ಯ ಸರ್ಕಾರದ ಪಂಚ ಗ್ಯಾರಂಟಿ ಯೋಜನೆಗಳಲ್ಲೊಂದಾದ ಯುವನಿಧಿ ಯೋಜನೆಯಡಿ ನೋಂದಾಯಿಸಿಕೊಂಡ ಫಲಾನುಭವಿಗಳು ಪ್ರತಿ ತಿಂಗಳು ಸ್ವಯಂ ಘೋಷಣೆ ಮಾಡಬೇಕು. ಪದವೀಧರರು ಮತ್ತು ಡಿಪ್ಲೊಮಾ ಪಾಸಾದವರು ಆಗಸ್ಟ್ 25 ರೊಳಗಾಗಿ ಸ್ವಯಂ ಘೋಷಣೆ ಸಲ್ಲಿಸಬೇಕು. sevasindhuservices.karnataka.gov.in ವೆಬ್‌ಸೈಟ್ ಮೂಲಕ ಘೋಷಣೆ ಮಾಡಬಹುದು. ಹೆಚ್ಚಿನ ಮಾಹಿತಿಗೆ 08352-250383 ಸಂಪರ್ಕಿಸಬಹುದು.: [594, 1181, 916, 1225]
- divider: [594, 1296, 916, 1298]
- dateline: ರಾಯಚೂರು:: [594, 635, 627, 644]
- divider: [28, 1060, 584, 1062]
- article-text: ಪಶುಪಾಲನಾ ಮತ್ತು ಪಶುವೈದ್ಯಕೀಯ ಸೇವಾ ಇಲಾಖೆಯ ಪಶುಪಾಲನಾ ತರಬೇತಿ ಕೇಂದ್ರ ರಾಯಚೂರು ವತಿಯಿಂದ ಆಗಸ್ಟ್ 12 ರಿಂದ 13 ರವರೆಗೆ ಆಧುನಿಕ ಕುರಿ ಮತ್ತು ಮೇಕೆ ಸಾಕಾಣಿಕೆ ಕುರಿತು ಎರಡು ದಿನಗಳ ತರಬೇತಿ ನೀಡಲಾಗುತ್ತಿದೆ. ಆಸಕ್ತ ರೈತರು ತರಬೇತಿ ಕೇಂದ್ರದಲ್ಲಿ ಹೆಸರು ನೋಂದಾಯಿಸಿಕೊಳ್ಳಬೇಕು.: [594, 635, 752, 691]
- article-text: ಶ್ರೇಯೋಭಿವೃದ್ಧಿಗಾಗಿ ಇರಿಸಿದ ಅನುದಾನ ಬಳಕೆ ಮಾಡುತ್ತಿರುವುದು ಎಷ್ಟು ಸರಿ? ಇದು ನ್ಯಾಯವೇ ಎಂದು ಪ್ರಶ್ನಿಸಿದರು. ಬಿಜೆಪಿ ಯುವ ಮುಖಂಡ ಮಾತನಾಡಿ ಕಾಂಗ್ರೆಸ್ ಸರ್ಕಾರ ದಲಿತರ ಹೆಸರಿನಲ್ಲಿ ರಾಜಕೀಯ ಮಾಡುತ್ತಿದೆ. ಎಸ್.ಸಿ ಮೋರ್ಚಾ ರಾಜ್ಯ ಪ್ರಧಾನ ಕಾರ್ಯದರ್ಶಿ, ಜಿಲ್ಲಾ ಅಧ್ಯಕ್ಷ, ಮುಖಂಡರು ಹಾಗೂ ಕಾರ್ಯಕರ್ತರು ಪ್ರತಿಭಟನೆಯಲ್ಲಿ ಪಾಲ್ಗೊಂಡಿದ್ದರು.: [444, 381, 584, 460]
- article-text: ಬೆಡಗಿಗಳಲ್ಲಿ, ಪುಸ್ತಕಗಳು ನಿಮ್ಮ ಒಳ್ಳೆಯ ಸ್ನೇಹಿತರು. ಸಂಶೋಧನೆ ಮತ್ತು ಓದುವ ಅಭ್ಯಾಸ ಬೆಳೆಸಿಕೊಳ್ಳಬೇಕು ಎಂದು ಸಲಹೆ ನೀಡಿದರು. ಮನುಸ್ಮೃತಿ, ಧರ್ಮಶಾಸ್ತ್ರಗಳಿಂದ ಆಧುನಿಕ ಸಂವಿಧಾನದವರೆಗಿನ ಕಾನೂನು ವಿಕಾಸವನ್ನು ವಿವರಿಸಿದರು.: [168, 931, 300, 987]
- article-text: ವ್ಯಾಖ್ಯಾನ ಮತ್ತು ನ್ಯಾಯಾಲಯದ ತೀರ್ಪುಗಳಿಂದ ಕಾನೂನು ನಿರಂತರವಾಗಿ ಬದಲಾಗುತ್ತಿದೆ. ವಿದ್ಯಾರ್ಥಿಗಳು ಅದನ್ನು ಅರ್ಥಮಾಡಿಕೊಳ್ಳಬೇಕು ಎಂದರು. ಪ್ರಾಧ್ಯಾಪಕರು ಮತ್ತು ವಿದ್ಯಾರ್ಥಿಗಳು ಉಪಸ್ಥಿತರಿದ್ದರು.: [306, 931, 438, 975]
- article-headline: ಆಗಸ್ಟ 28 ರಿಂದ 30 ರವರೆಗೆ ರಾಯಚೂರು ಜಿಲ್ಲೆಯಲ್ಲಿ ಉಪ ಲೋಕಾಯುಕ್ತ ಬಿ.ವೀರಪ್ಪ ಪ್ರವಾಸ: [610, 61, 900, 106]
- divider: [28, 756, 584, 758]
- article-body: [594, 1030, 916, 1130]
